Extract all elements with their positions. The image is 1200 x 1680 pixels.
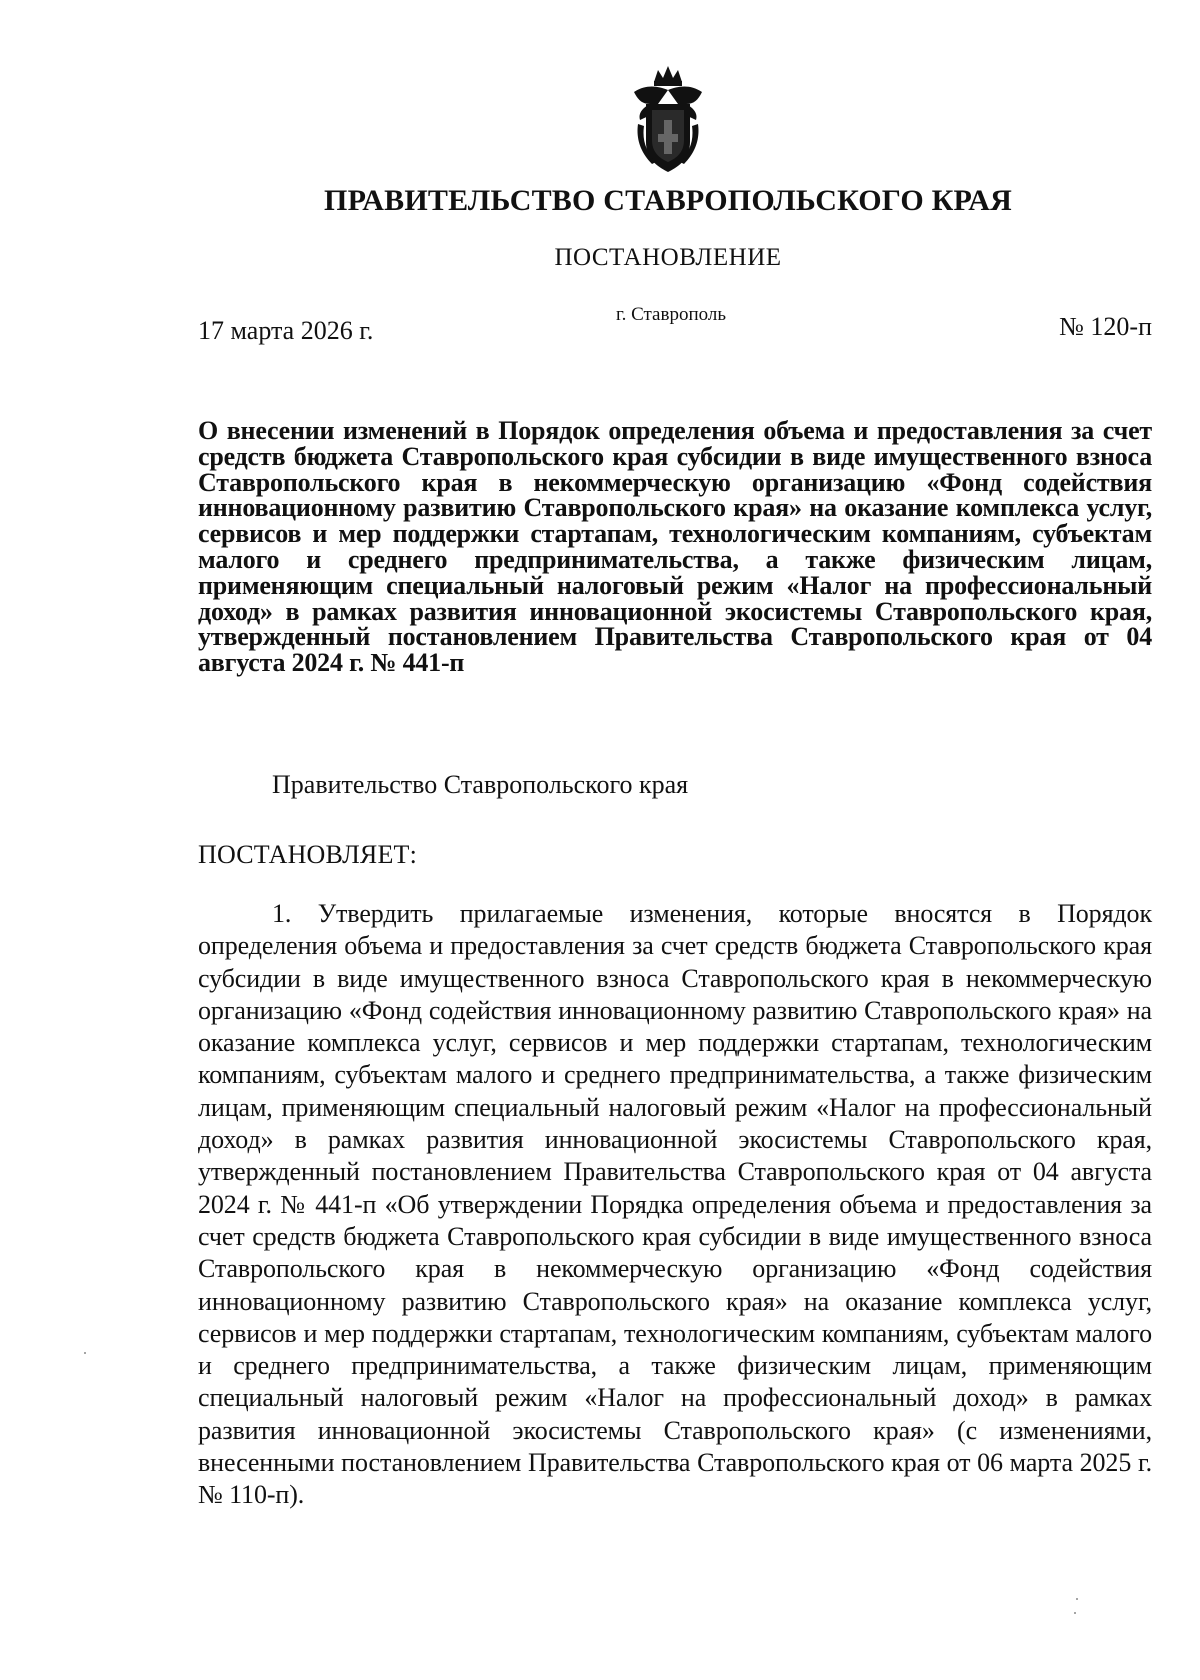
document-city: г. Ставрополь [615, 304, 727, 325]
resolves-heading: ПОСТАНОВЛЯЕТ: [198, 840, 418, 869]
scan-speck [1076, 1598, 1078, 1600]
document-type: ПОСТАНОВЛЕНИЕ [554, 244, 782, 271]
preamble: Правительство Ставропольского края [272, 770, 689, 799]
scan-speck [1074, 1612, 1076, 1614]
paragraph-1: 1. Утвердить прилагаемые изменения, которые вносятся в Порядок определения объема и предоставления за счет средств бюджета Ставропольского края субсидии в виде имущественного взноса Ставропольского края в некоммерческую организацию «Фонд содействия инновационному развитию Ставропольского края» на оказание комплекса услуг, сервисов и мер поддержки стартапам, технологическим компаниям, субъектам малого и среднего предпринимательства, а также физическим лицам, применяющим специальный налоговый режим «Налог на профессиональный доход» в рамках развития инновационной экосистемы Ставропольского края, утвержденный постановлением Правительства Ставропольского края от 04 августа 2024 г. № 441-п «Об утверждении Порядка определения объема и предоставления за счет средств бюджета Ставропольского края субсидии в виде имущественного взноса Ставропольского края в некоммерческую организацию «Фонд содействия инновационному развитию Ставропольского края» на оказание комплекса услуг, сервисов и мер поддержки стартапам, технологическим компаниям, субъектам малого и среднего предпринимательства, а также физическим лицам, применяющим специальный налоговый режим «Налог на профессиональный доход» в рамках развития инновационной экосистемы Ставропольского края» (с изменениями, внесенными постановлением Правительства Ставропольского края от 06 марта 2025 г. № 110-п). [198, 899, 1152, 1510]
document-subject: О внесении изменений в Порядок определения объема и предоставления за счет средств бюджета Ставропольского края субсидии в виде имущественного взноса Ставропольского края в некоммерческую организацию «Фонд содействия инновационному развитию Ставропольского края» на оказание комплекса услуг, сервисов и мер поддержки стартапам, технологическим компаниям, субъектам малого и среднего предпринимательства, а также физическим лицам, применяющим специальный налоговый режим «Налог на профессиональный доход» в рамках развития инновационной экосистемы Ставропольского края, утвержденный постановлением Правительства Ставропольского края от 04 августа 2024 г. № 441-п [198, 416, 1152, 678]
coat-of-arms-icon [628, 64, 708, 176]
document-number: № 120-п [1059, 312, 1152, 341]
document-date: 17 марта 2026 г. [198, 316, 374, 345]
scan-speck [84, 1352, 86, 1354]
government-title: ПРАВИТЕЛЬСТВО СТАВРОПОЛЬСКОГО КРАЯ [324, 184, 1012, 217]
